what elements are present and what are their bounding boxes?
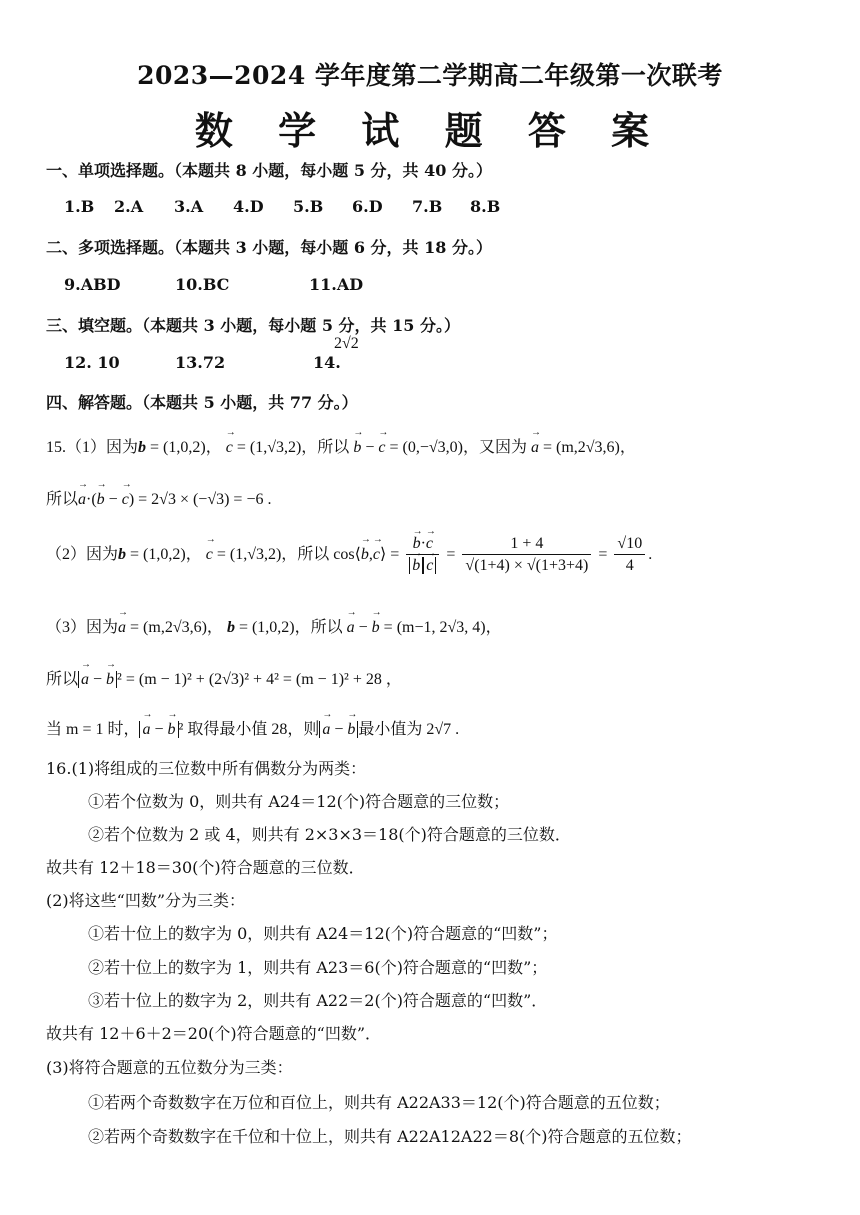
- q15-vector-a-value: (m,2√3,6)，: [555, 439, 636, 456]
- q15-cos-label: (1,√3,2)，所以 cos: [229, 546, 355, 564]
- vector-c: → c: [122, 491, 129, 509]
- vector-c: → c: [426, 555, 433, 577]
- vector-a: → a: [118, 619, 126, 637]
- q16-line: ②若十位上的数字为 1，则共有 A23＝6(个)符合题意的“凹数”；: [88, 958, 548, 977]
- q15-vector-b-value: (1,0,2)，: [163, 439, 222, 456]
- vector-b: → b: [347, 721, 355, 739]
- vector-c: → c: [378, 439, 385, 457]
- vector-a: → a: [347, 619, 355, 637]
- q15-text: （2）因为: [46, 546, 119, 564]
- answer-12: 12. 10: [64, 353, 120, 372]
- answer-6: 6.D: [352, 197, 383, 216]
- q15-vector-a-value: (m,2√3,6)，: [143, 619, 223, 636]
- answer-1: 1.B: [64, 197, 95, 216]
- vector-c: → c: [226, 439, 233, 457]
- vector-b: → b: [372, 619, 380, 637]
- q15-part1-line1: 15.（1）因为b = (1,0,2)， → c = (1,√3,2)，所以 → b − → c = (0,−√3,0)，又因为 → a = (m,2√3,6)，: [46, 434, 636, 457]
- section-3-heading: 三、填空题。（本题共 3 小题，每小题 5 分，共 15 分。）: [46, 316, 460, 335]
- q16-line: 故共有 12＋18＝30(个)符合题意的三位数．: [46, 858, 365, 877]
- vector-b: → b: [361, 546, 369, 564]
- section-4-heading: 四、解答题。（本题共 5 小题，共 77 分。）: [46, 393, 358, 412]
- answer-2: 2.A: [114, 197, 144, 216]
- answer-3: 3.A: [174, 197, 204, 216]
- vector-b: → b: [106, 671, 114, 689]
- cos-fraction-vectors: → b·→ c → b→ c: [406, 534, 439, 577]
- q16-line: ②若两个奇数数字在千位和十位上，则共有 A22A12A22＝8(个)符合题意的五位数；: [88, 1127, 692, 1146]
- cos-fraction-values: $\frac{1 + 4}{√(1+4) \times √(1+3+4)}$: [462, 534, 591, 577]
- q16-line: ②若个位数为 2 或 4，则共有 2×3×3＝18(个)符合题意的三位数．: [88, 825, 571, 844]
- vector-a: → a: [322, 721, 330, 739]
- vector-b: → b: [412, 555, 420, 577]
- vector-a: → a: [142, 721, 150, 739]
- answer-13: 13.72: [175, 353, 226, 372]
- vector-b: → b: [353, 439, 361, 457]
- vector-a: → a: [78, 491, 86, 509]
- section-1-heading: 一、单项选择题。（本题共 8 小题，每小题 5 分，共 40 分。）: [46, 161, 492, 180]
- vector-a: → a: [531, 439, 539, 457]
- answer-14-label: 14.: [313, 353, 341, 372]
- answer-10: 10.BC: [175, 275, 230, 294]
- q16-line: 16.(1)将组成的三位数中所有偶数分为两类：: [46, 759, 367, 778]
- vector-c: → c: [373, 546, 380, 564]
- q15-b-minus-c: (0,−√3,0)，又因为: [402, 439, 527, 456]
- answer-4: 4.D: [233, 197, 264, 216]
- vector-c: → c: [206, 546, 213, 564]
- q16-line: 故共有 12＋6＋2＝20(个)符合题意的“凹数”．: [46, 1024, 382, 1043]
- q15-magnitude-expansion: = (m − 1)² + (2√3)² + 4² = (m − 1)² + 28 ，: [125, 671, 402, 688]
- vector-b: b: [226, 619, 235, 636]
- answer-5: 5.B: [293, 197, 324, 216]
- q15-part2: （2）因为b = (1,0,2)， → c = (1,√3,2)，所以 cos⟨→ b,→ c⟩ = → b·→ c → b→ c = $\frac{1 + 4}{√(1+4) \times √(1+3+4)}$ = $\frac{√10}{4}$ .: [46, 534, 652, 577]
- q15-vector-b-value: (1,0,2)，: [143, 546, 202, 564]
- answer-14-value: 2√2: [334, 335, 359, 352]
- vector-a: → a: [81, 671, 89, 689]
- q15-part1-line2: 所以→ a·(→ b − → c) = 2√3 × (−√3) = −6 .: [46, 486, 271, 509]
- q15-text: 所以: [46, 491, 79, 508]
- answer-7: 7.B: [412, 197, 443, 216]
- cos-result: $\frac{√10}{4}$: [614, 534, 645, 577]
- q15-vector-c-value: (1,√3,2)，所以: [249, 439, 350, 456]
- q15-text: （3）因为: [46, 619, 119, 636]
- q16-line: (2)将这些“凹数”分为三类：: [46, 891, 246, 910]
- q15-text: 取得最小值 28，则: [187, 721, 320, 738]
- vector-c: → c: [426, 534, 433, 554]
- q16-line: ①若个位数为 0，则共有 A24＝12(个)符合题意的三位数；: [88, 792, 510, 811]
- vector-b: → b: [168, 721, 176, 739]
- answer-8: 8.B: [470, 197, 501, 216]
- vector-b: → b: [413, 534, 421, 554]
- q15-part3-line1: （3）因为→ a = (m,2√3,6)， b = (1,0,2)，所以 → a − → b = (m−1, 2√3, 4)，: [46, 614, 502, 637]
- answer-11: 11.AD: [309, 275, 364, 294]
- q16-line: ①若两个奇数数字在万位和百位上，则共有 A22A33＝12(个)符合题意的五位数；: [88, 1093, 670, 1112]
- exam-title: 2023—2024 学年度第二学期高二年级第一次联考: [137, 61, 723, 90]
- q15-text: 当 m = 1 时，: [46, 721, 140, 738]
- vector-b: → b: [97, 491, 105, 509]
- section-2-heading: 二、多项选择题。（本题共 3 小题，每小题 6 分，共 18 分。）: [46, 238, 492, 257]
- q15-a-minus-b: (m−1, 2√3, 4)，: [396, 619, 502, 636]
- vector-b: b: [118, 546, 127, 564]
- q16-line: ③若十位上的数字为 2，则共有 A22＝2(个)符合题意的“凹数”．: [88, 991, 548, 1010]
- q15-part3-line3: 当 m = 1 时，→ a − → b ² 取得最小值 28，则→ a − → b 最小值为 2√7 .: [46, 716, 459, 739]
- q15-part3-line2: 所以→ a − → b ² = (m − 1)² + (2√3)² + 4² = (m − 1)² + 28 ，: [46, 666, 402, 689]
- q16-line: (3)将符合题意的五位数分为三类：: [46, 1058, 293, 1077]
- q16-line: ①若十位上的数字为 0，则共有 A24＝12(个)符合题意的“凹数”；: [88, 924, 558, 943]
- q15-vector-b-value: (1,0,2)，所以: [251, 619, 343, 636]
- q15-minimum-result: 最小值为 2√7 .: [358, 721, 460, 738]
- q15-dot-product-result: = 2√3 × (−√3) = −6 .: [138, 491, 272, 508]
- vector-b: b: [138, 439, 147, 456]
- document-subtitle: 数 学 试 题 答 案: [194, 108, 666, 153]
- answer-9: 9.ABD: [64, 275, 121, 294]
- q15-text: 15.（1）因为: [46, 439, 139, 456]
- q15-text: 所以: [46, 671, 79, 688]
